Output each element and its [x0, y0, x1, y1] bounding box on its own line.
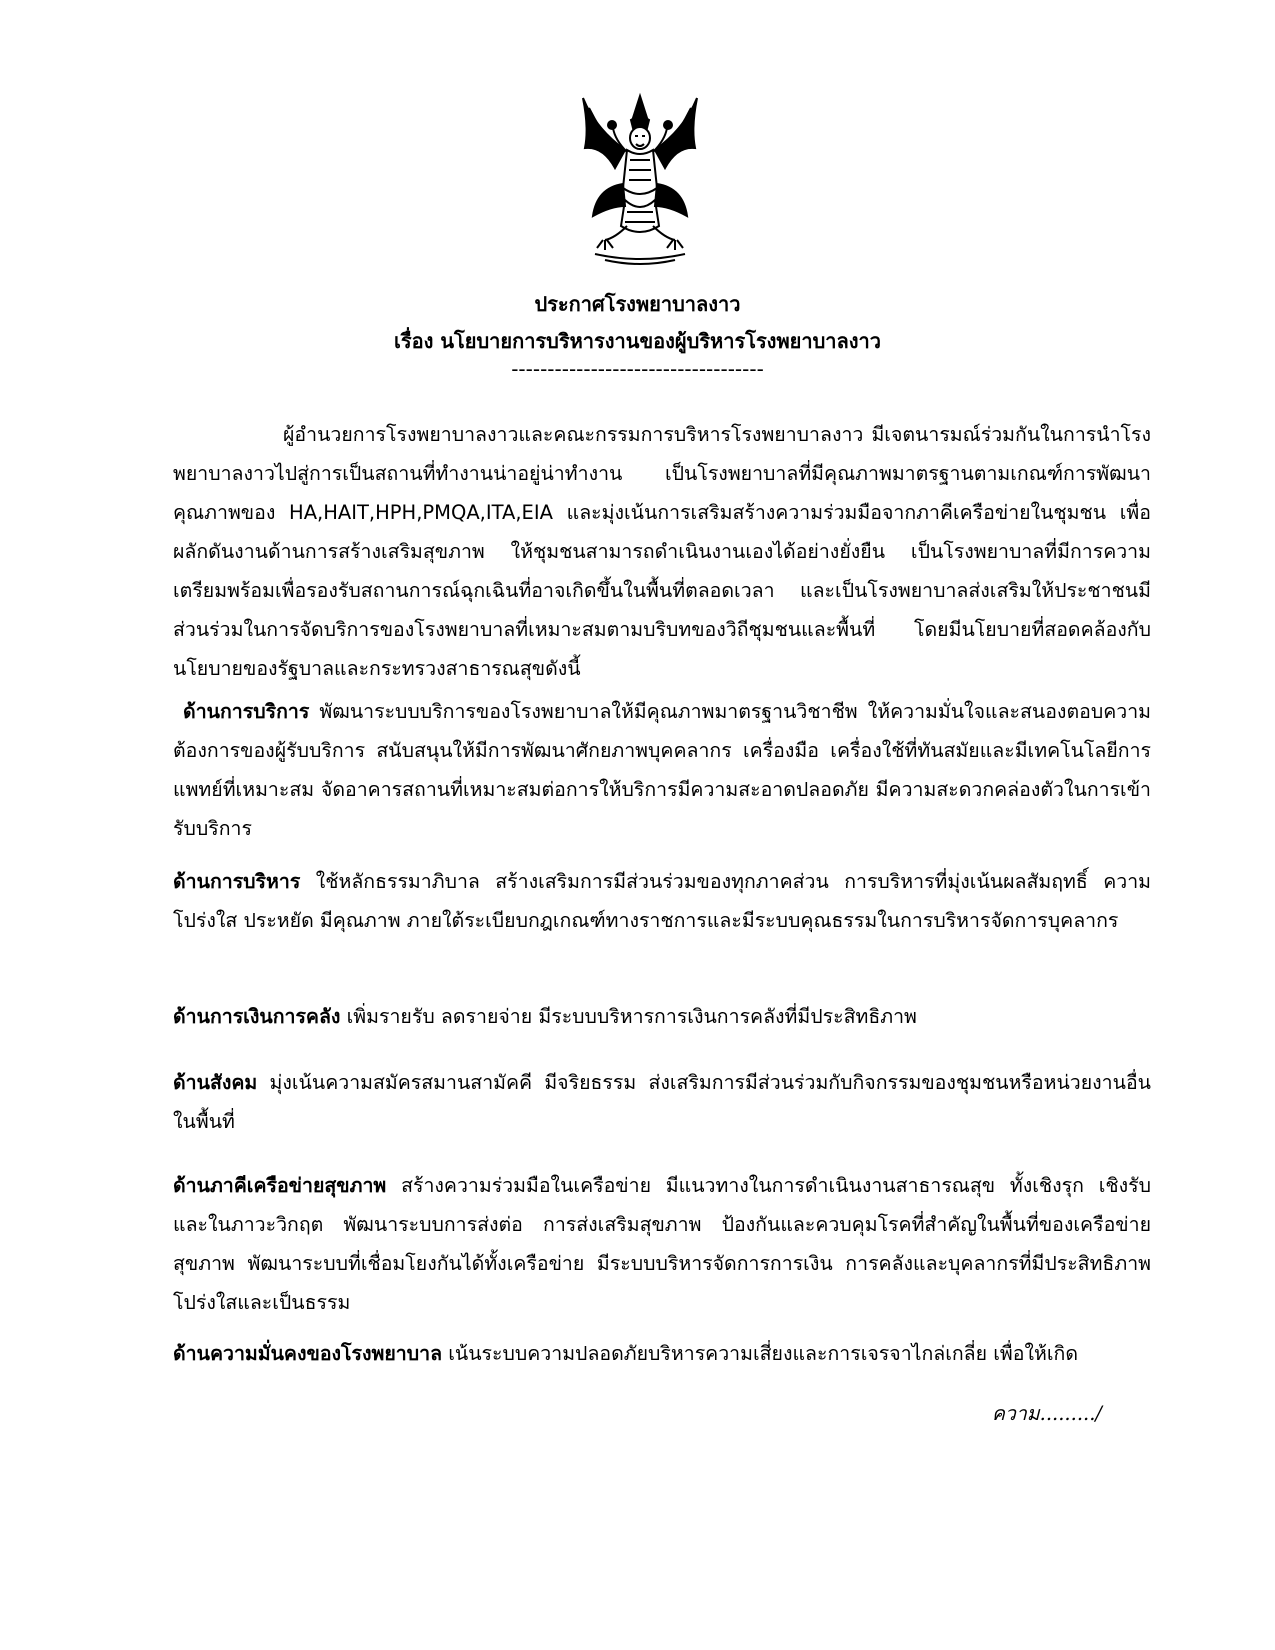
announcement-title: ประกาศโรงพยาบาลงาว [534, 292, 741, 316]
section-heading: ด้านการบริหาร [173, 870, 301, 893]
section-service [173, 692, 1151, 848]
section-text: ใช้หลักธรรมาภิบาล สร้างเสริมการมีส่วนร่วมของทุกภาคส่วน การบริหารที่มุ่งเน้นผลสัมฤทธิ์ ความโปร่งใส ประหยัด มีคุณภาพ ภายใต้ระเบียบกฎเกณฑ์ทางราชการและมีระบบคุณธรรมในการบริหารจัดการบุคลากร [173, 870, 1151, 932]
section-text: เพิ่มรายรับ ลดรายจ่าย มีระบบบริหารการเงินการคลังที่มีประสิทธิภาพ [346, 1005, 917, 1028]
section-heading: ด้านสังคม [173, 1071, 258, 1094]
section-health-network [173, 1166, 1151, 1322]
continuation-footer: ความ........./ [991, 1402, 1102, 1425]
section-heading: ด้านการบริการ [183, 700, 310, 723]
section-society [173, 1063, 1151, 1141]
section-finance [173, 997, 1151, 1036]
section-heading: ด้านการเงินการคลัง [173, 1005, 341, 1028]
title-divider: ----------------------------------- [511, 357, 764, 381]
section-heading: ด้านความมั่นคงของโรงพยาบาล [173, 1342, 443, 1365]
section-administration [173, 862, 1151, 940]
section-text: สร้างความร่วมมือในเครือข่าย มีแนวทางในการดำเนินงานสาธารณสุข ทั้งเชิงรุก เชิงรับ และในภาวะวิกฤต พัฒนาระบบการส่งต่อ การส่งเสริมสุขภาพ ป้องกันและควบคุมโรคที่สำคัญในพื้นที่ของเครือข่ายสุขภาพ พัฒนาระบบที่เชื่อมโยงกันได้ทั้งเครือข่าย มีระบบบริหารจัดการการเงิน การคลังและบุคลากรที่มีประสิทธิภาพ โปร่งใสและเป็นธรรม [173, 1174, 1152, 1314]
section-text: พัฒนาระบบบริการของโรงพยาบาลให้มีคุณภาพมาตรฐานวิชาชีพ ให้ความมั่นใจและสนองตอบความต้องการของผู้รับบริการ สนับสนุนให้มีการพัฒนาศักยภาพบุคคลากร เครื่องมือ เครื่องใช้ที่ทันสมัยและมีเทคโนโลยีการแพทย์ที่เหมาะสม จัดอาคารสถานที่เหมาะสมต่อการให้บริการมีความสะอาดปลอดภัย มีความสะดวกคล่องตัวในการเข้ารับบริการ [173, 700, 1152, 840]
section-heading: ด้านภาคีเครือข่ายสุขภาพ [173, 1174, 387, 1197]
section-hospital-security [173, 1334, 1151, 1373]
section-text: มุ่งเน้นความสมัครสมานสามัคคี มีจริยธรรม ส่งเสริมการมีส่วนร่วมกับกิจกรรมของชุมชนหรือหน่วยงานอื่นในพื้นที่ [173, 1071, 1151, 1133]
garuda-emblem-icon [575, 88, 705, 268]
announcement-subject: เรื่อง นโยบายการบริหารงานของผู้บริหารโรงพยาบาลงาว [394, 329, 881, 353]
intro-paragraph: ผู้อำนวยการโรงพยาบาลงาวและคณะกรรมการบริหารโรงพยาบาลงาว มีเจตนารมณ์ร่วมกันในการนำโรงพยาบาลงาวไปสู่การเป็นสถานที่ทำงานน่าอยู่น่าทำงาน เป็นโรงพยาบาลที่มีคุณภาพมาตรฐานตามเกณฑ์การพัฒนาคุณภาพของ HA,HAIT,HPH,PMQA,ITA,EIA และมุ่งเน้นการเสริมสร้างความร่วมมือจากภาคีเครือข่ายในชุมชน เพื่อผลักดันงานด้านการสร้างเสริมสุขภาพ ให้ชุมชนสามารถดำเนินงานเองได้อย่างยั่งยืน เป็นโรงพยาบาลที่มีการความเตรียมพร้อมเพื่อรองรับสถานการณ์ฉุกเฉินที่อาจเกิดขึ้นในพื้นที่ตลอดเวลา และเป็นโรงพยาบาลส่งเสริมให้ประชาชนมีส่วนร่วมในการจัดบริการของโรงพยาบาลที่เหมาะสมตามบริบทของวิถีชุมชนและพื้นที่ โดยมีนโยบายที่สอดคล้องกับนโยบายของรัฐบาลและกระทรวงสาธารณสุขดังนี้ [173, 423, 1151, 680]
section-text: เน้นระบบความปลอดภัยบริหารความเสี่ยงและการเจรจาไกล่เกลี่ย เพื่อให้เกิด [448, 1342, 1078, 1365]
